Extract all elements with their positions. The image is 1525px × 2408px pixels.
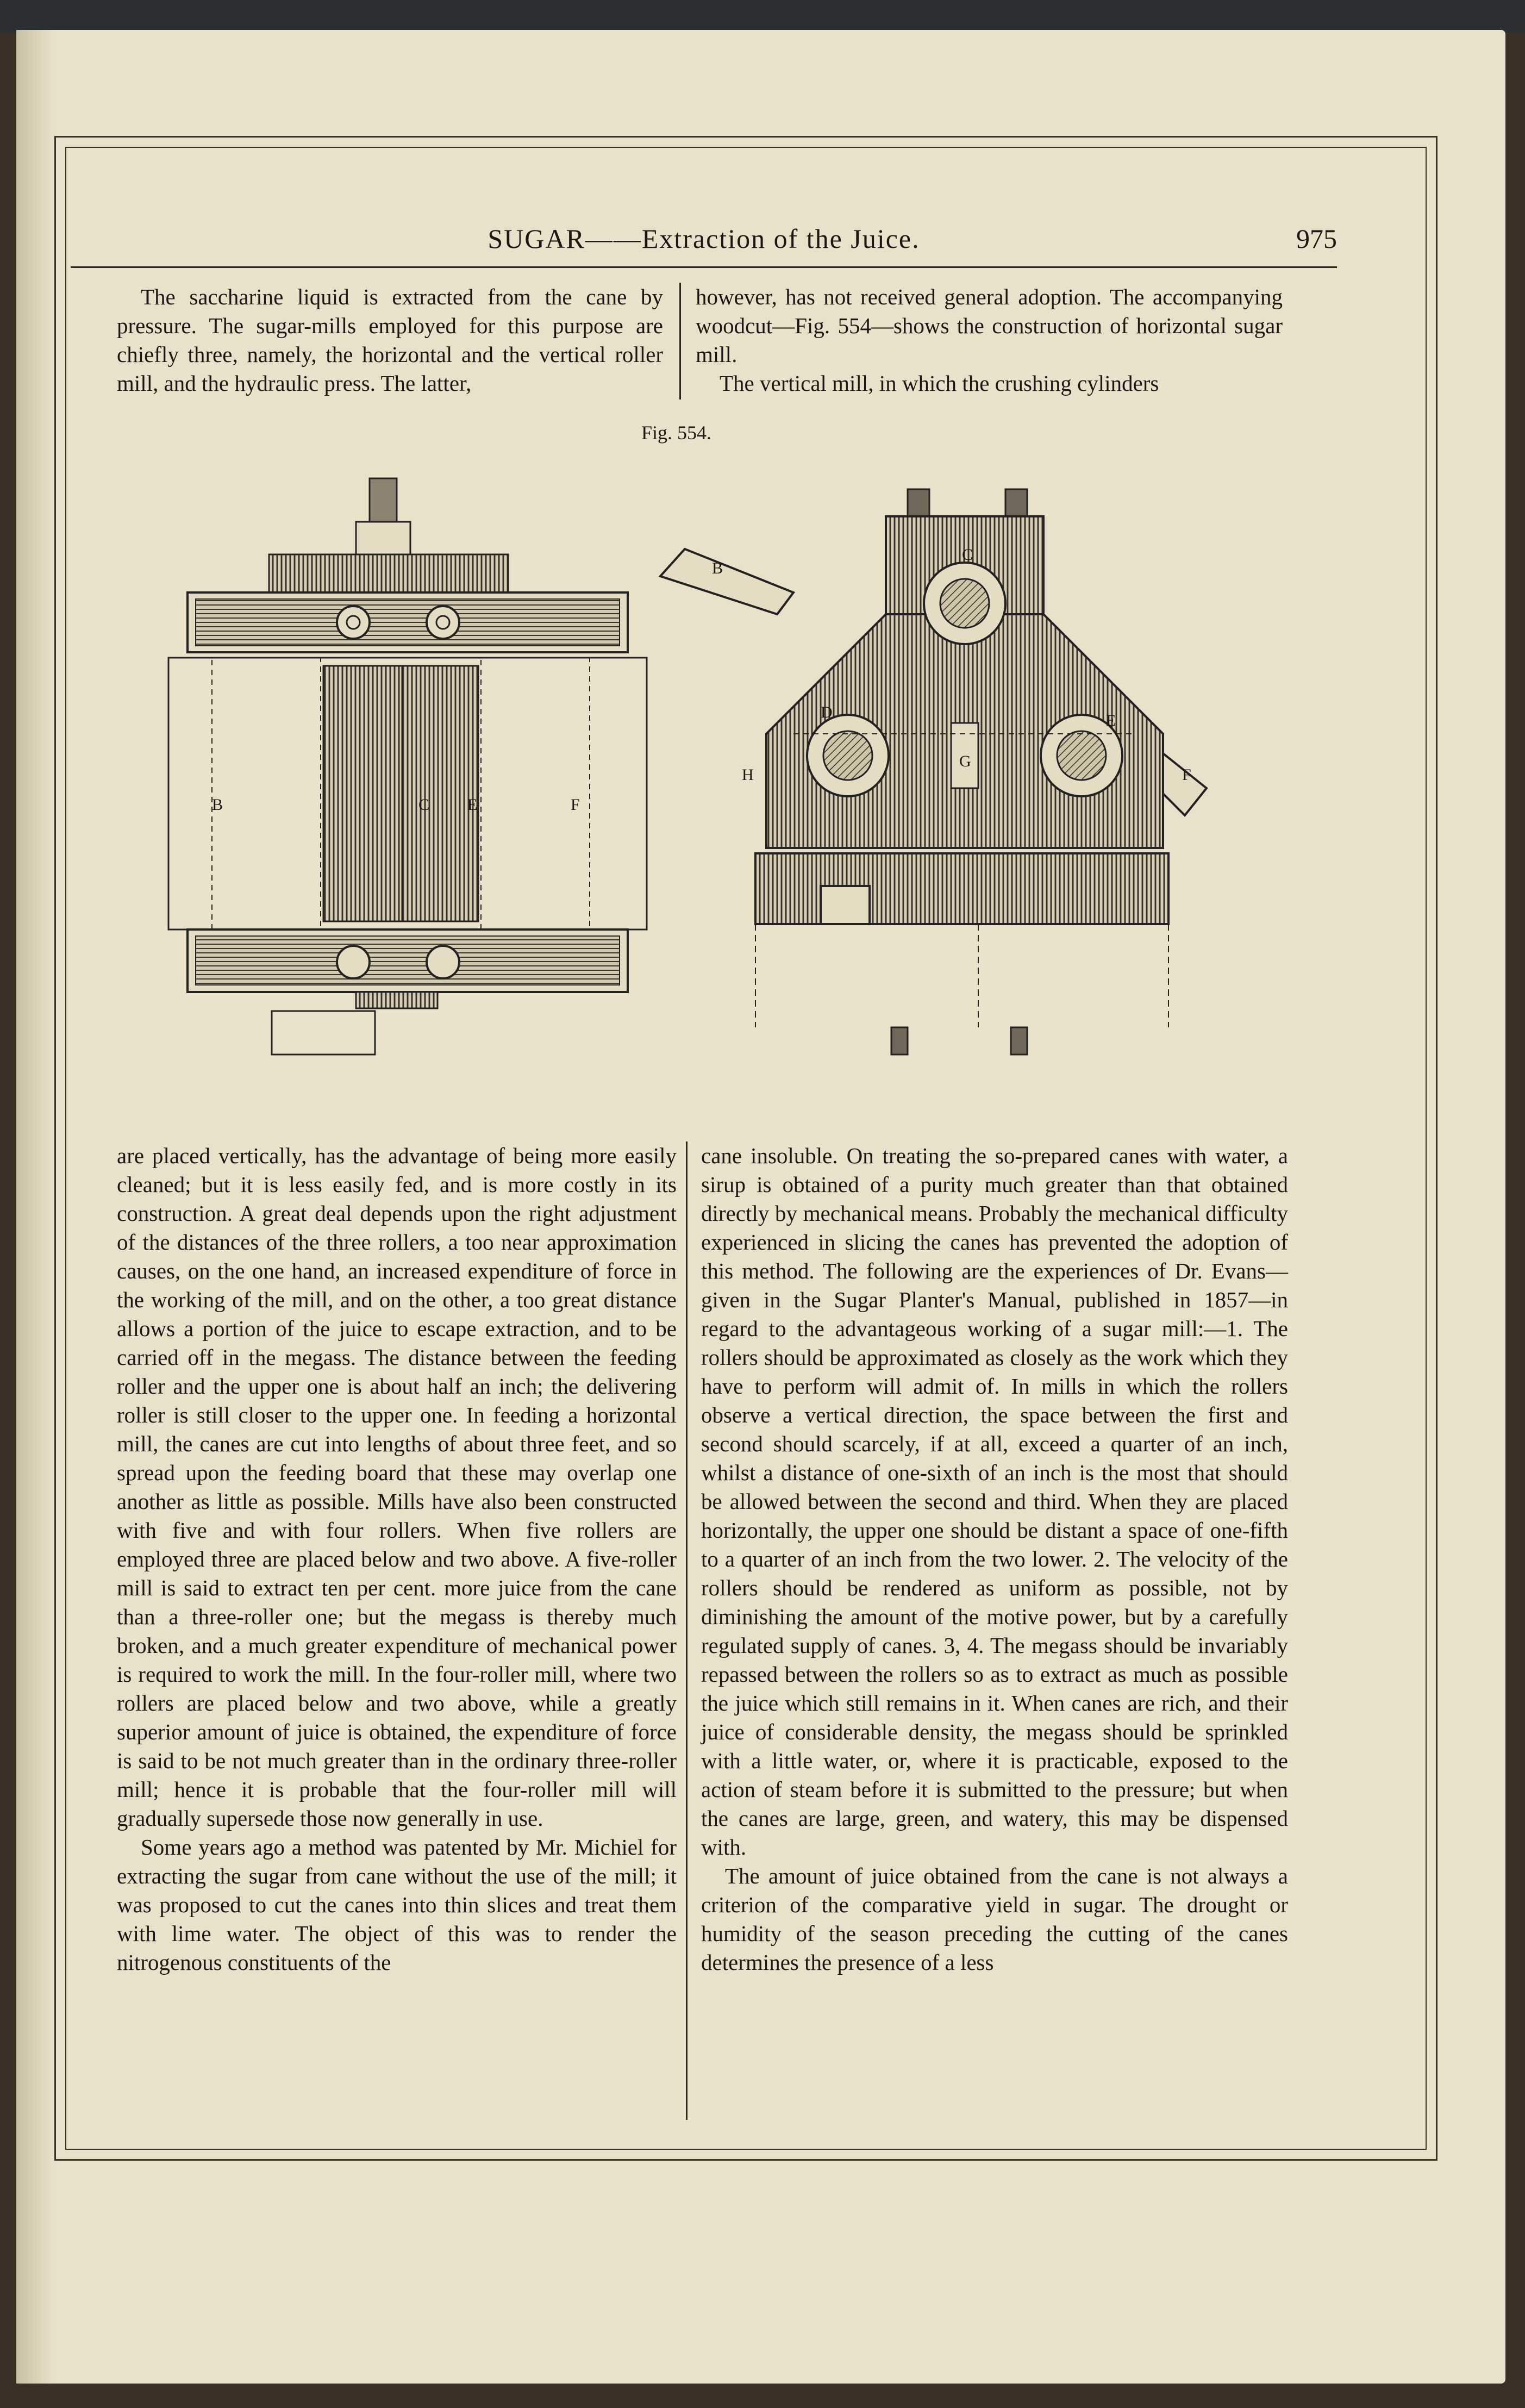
figure-caption: Fig. 554.	[641, 422, 712, 444]
figure-label: H	[742, 766, 754, 784]
figure-label: C	[962, 546, 973, 564]
sugar-mill-figure	[141, 451, 1283, 1103]
figure-label: F	[1182, 766, 1191, 784]
paragraph: Some years ago a method was patented by Mr. Michiel for extracting the sugar from cane without the use of the mill; it was proposed to cut the canes into thin slices and treat them with lime water. The object of this was to render the nitrogenous constituents of the	[117, 1835, 677, 1975]
paragraph: cane insoluble. On treating the so-prepared canes with water, a sirup is obtained of a purity much greater than that obtained directly by mechanical means. Probably the mechanical difficulty experienced in slicing the canes has prevented the adoption of this method. The following are the experiences of Dr. Evans—given in the Sugar Planter's Manual, published in 1857—in regard to the advantageous working of a sugar mill:—1. The rollers should be approximated as closely as the work which they have to perform will admit of. In mills in which the rollers observe a vertical direction, the space between the first and second should scarcely, if at all, exceed a quarter of an inch, whilst a distance of one-sixth of an inch is the most that should be allowed between the second and third. When they are placed horizontally, the upper one should be distant a space of one-fifth to a quarter of an inch from the two lower. 2. The velocity of the rollers should be rendered as uniform as possible, not by diminishing the amount of the motive power, but by a carefully regulated supply of canes. 3, 4. The megass should be invariably repassed between the rollers so as to extract as much as possible the juice which still remains in it. When canes are rich, and their juice of considerable density, the megass should be sprinkled with a little water, or, where it is practicable, exposed to the action of steam before it is submitted to the pressure; but when the canes are large, green, and watery, this may be dispensed with.	[701, 1143, 1288, 1860]
paragraph: are placed vertically, has the advantage of being more easily cleaned; but it is less easily fed, and is more costly in its construction. A great deal depends upon the right adjustment of the distances of the three rollers, a too near approximation causes, on the one hand, an increased expenditure of force in the working of the mill, and on the other, a too great distance allows a portion of the juice to escape extraction, and to be carried off in the megass. The distance between the feeding roller and the upper one is about half an inch; the delivering roller is still closer to the upper one. In feeding a horizontal mill, the canes are cut into lengths of about three feet, and so spread upon the feeding board that these may overlap one another as little as possible. Mills have also been constructed with five and with four rollers. When five rollers are employed three are placed below and two above. A five-roller mill is said to extract ten per cent. more juice from the cane than a three-roller one; but the megass is thereby much broken, and a much greater expenditure of mechanical power is required to work the mill. In the four-roller mill, where two rollers are placed below and two above, while a greatly superior amount of juice is obtained, the expenditure of force is said to be not much greater than in the ordinary three-roller mill; hence it is probable that the four-roller mill will gradually supersede those now generally in use.	[117, 1143, 677, 1831]
running-head	[71, 217, 1337, 268]
paragraph: however, has not received general adoption. The accompanying woodcut—Fig. 554—shows the construction of horizontal sugar mill.	[696, 284, 1283, 367]
column-divider	[679, 283, 681, 400]
paragraph: The amount of juice obtained from the cane is not always a criterion of the comparative yield in sugar. The drought or humidity of the season preceding the cutting of the canes determines the presence of a less	[701, 1863, 1288, 1975]
scan-background	[0, 0, 1525, 33]
figure-label: F	[571, 796, 580, 814]
figure-label: G	[959, 752, 971, 770]
bottom-right-column	[701, 1141, 1288, 2120]
page-number: 975	[1296, 223, 1337, 254]
top-right-column	[696, 283, 1283, 400]
figure-label: C	[418, 796, 430, 814]
figure-label: E	[467, 796, 478, 814]
figure-label: B	[212, 796, 223, 814]
paragraph: The vertical mill, in which the crushing cylinders	[720, 371, 1159, 396]
figure-label: E	[1106, 712, 1116, 729]
paragraph: The saccharine liquid is extracted from the cane by pressure. The sugar-mills employed for this purpose are chiefly three, namely, the horizontal and the vertical roller mill, and the hydraulic press. The latter,	[117, 284, 663, 396]
bottom-left-column	[117, 1141, 677, 2120]
figure-label: D	[821, 703, 833, 721]
running-head-title: SUGAR——Extraction of the Juice.	[488, 223, 920, 254]
horizontal-mill-plan	[168, 478, 647, 1055]
figure-label: B	[712, 559, 723, 577]
page-gutter-shadow	[16, 30, 54, 2384]
sugar-mill-illustration	[141, 451, 1283, 1103]
top-left-column	[117, 283, 663, 400]
column-divider	[686, 1141, 688, 2120]
mill-end-elevation	[660, 489, 1207, 1055]
